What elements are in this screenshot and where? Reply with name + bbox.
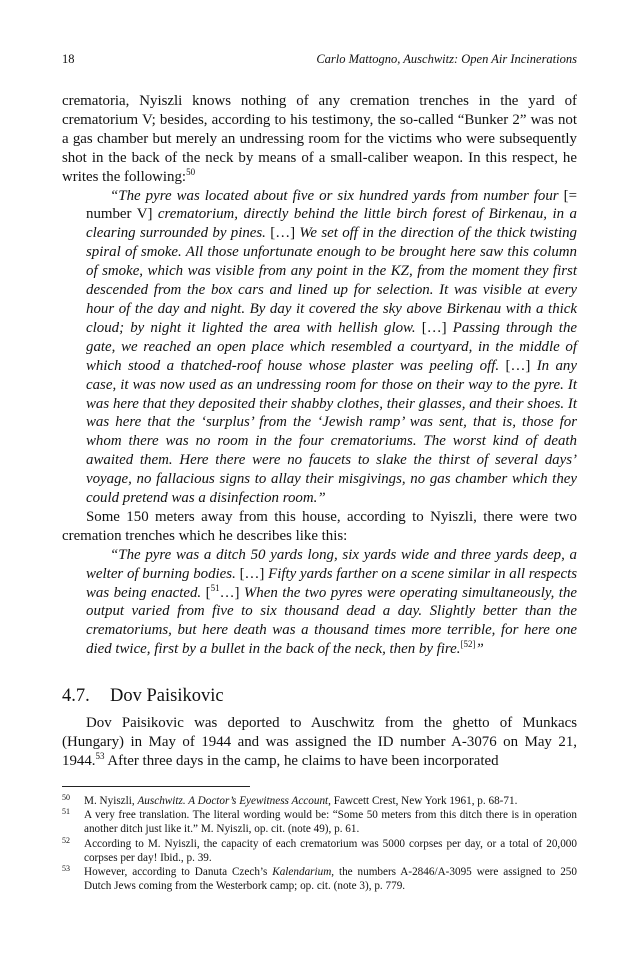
footnote-ref-51[interactable]: 51 bbox=[210, 582, 220, 593]
section-number: 4.7. bbox=[62, 686, 90, 706]
block-quote-1: “The pyre was located about five or six hundred yards from number four [= number V] crematorium, directly behind the little birch forest of Birkenau, in a clearing surrounded by pines. […] We set off in the direction of the thick twisting spiral of smoke. All those unfortunate enough to be brought here saw this column of smoke, which was visible from any point in the KZ, from the moment they first descended from the box cars and lined up for selection. It was visible at every hour of the day and night. By day it covered the sky above Birkenau with a thick cloud; by night it lighted the area with hellish glow. […] Passing through the gate, we reached an open place which resembled a courtyard, in the middle of which stood a thatched-roof house whose plaster was peeling off. […] In any case, it was now used as an undressing room for those on their way to the pyre. It was here that they deposited their shabby clothes, their glasses, and their shoes. It was here that the ‘surplus’ from the ‘Jewish ramp’ was sent, that is, those for whom there was no room in the four crematoriums. The worst kind of death awaited them. Here there were no faucets to slake the thirst of several days’ voyage, no fallacious signs to allay their misgivings, no gas chamber which they could pretend was a disinfection room.” bbox=[86, 187, 577, 507]
footnote: 51 A very free translation. The literal wording would be: “Some 50 meters from this ditch there is in operation another ditch just like it.” M. Nyiszli, op. cit. (note 49), p. 61. bbox=[62, 807, 577, 836]
paragraph-2: Some 150 meters away from this house, according to Nyiszli, there were two cremation trenches which he describes like this: bbox=[62, 508, 577, 544]
main-text bbox=[62, 92, 577, 659]
footnote-number: 50 bbox=[62, 793, 70, 802]
footnotes bbox=[62, 794, 577, 893]
block-quote-2: “The pyre was a ditch 50 yards long, six yards wide and three yards deep, a welter of burning bodies. […] Fifty yards farther on a scene similar in all respects was being enacted. [$^{51}$…] When the two pyres were operating simultaneously, the output varied from five to six thousand dead a day. Slightly better than the crematoriums, but here death was a thousand times more terrible, for here one died twice, first by a bullet in the back of the neck, then by fire.[52]” bbox=[86, 546, 578, 658]
footnote-ref-53[interactable]: 53 bbox=[95, 750, 105, 761]
page-number: 18 bbox=[62, 52, 75, 66]
section-title: Dov Paisikovic bbox=[110, 686, 224, 706]
book-page bbox=[62, 0, 577, 957]
footnote-number: 52 bbox=[62, 835, 70, 845]
paragraph-3: Dov Paisikovic was deported to Auschwitz from the ghetto of Munkacs (Hungary) in May of 1944 and was assigned the ID number A-3076 on May 21, 1944.53 After three days in the camp, he claims to have been incorporated bbox=[62, 715, 577, 769]
running-header bbox=[62, 52, 577, 70]
paragraph-1: crematoria, Nyiszli knows nothing of any cremation trenches in the yard of crematorium V; besides, according to his testimony, the so-called “Bunker 2” was not a gas chamber but merely an undressing room for the victims who were subsequently shot in the back of the neck by means of a small-caliber weapon. In this respect, he writes the following:$^{50}$ bbox=[62, 93, 577, 185]
section-text bbox=[62, 714, 577, 771]
footnote-ref-52[interactable]: [52] bbox=[460, 639, 476, 650]
footnote-number: 53 bbox=[62, 864, 70, 874]
section-heading bbox=[62, 686, 577, 707]
footnote: 50 M. Nyiszli, Auschwitz. A Doctor’s Eyewitness Account, Fawcett Crest, New York 1961, p. 68-71. bbox=[62, 793, 518, 807]
footnote-divider bbox=[62, 786, 250, 787]
footnote: 52 According to M. Nyiszli, the capacity of each crematorium was 5000 corpses per day, or a total of 20,000 corpses per day! Ibid., p. 39. bbox=[62, 835, 577, 864]
running-title: Carlo Mattogno, Auschwitz: Open Air Incinerations bbox=[316, 52, 577, 66]
footnote-ref-50[interactable]: 50 bbox=[186, 166, 196, 177]
footnote-number: 51 bbox=[62, 807, 70, 817]
footnote: 53 However, according to Danuta Czech’s Kalendarium, the numbers A-2846/A-3095 were assigned to 250 Dutch Jews coming from the Westerbork camp; op. cit. (note 3), p. 779. bbox=[62, 864, 577, 893]
